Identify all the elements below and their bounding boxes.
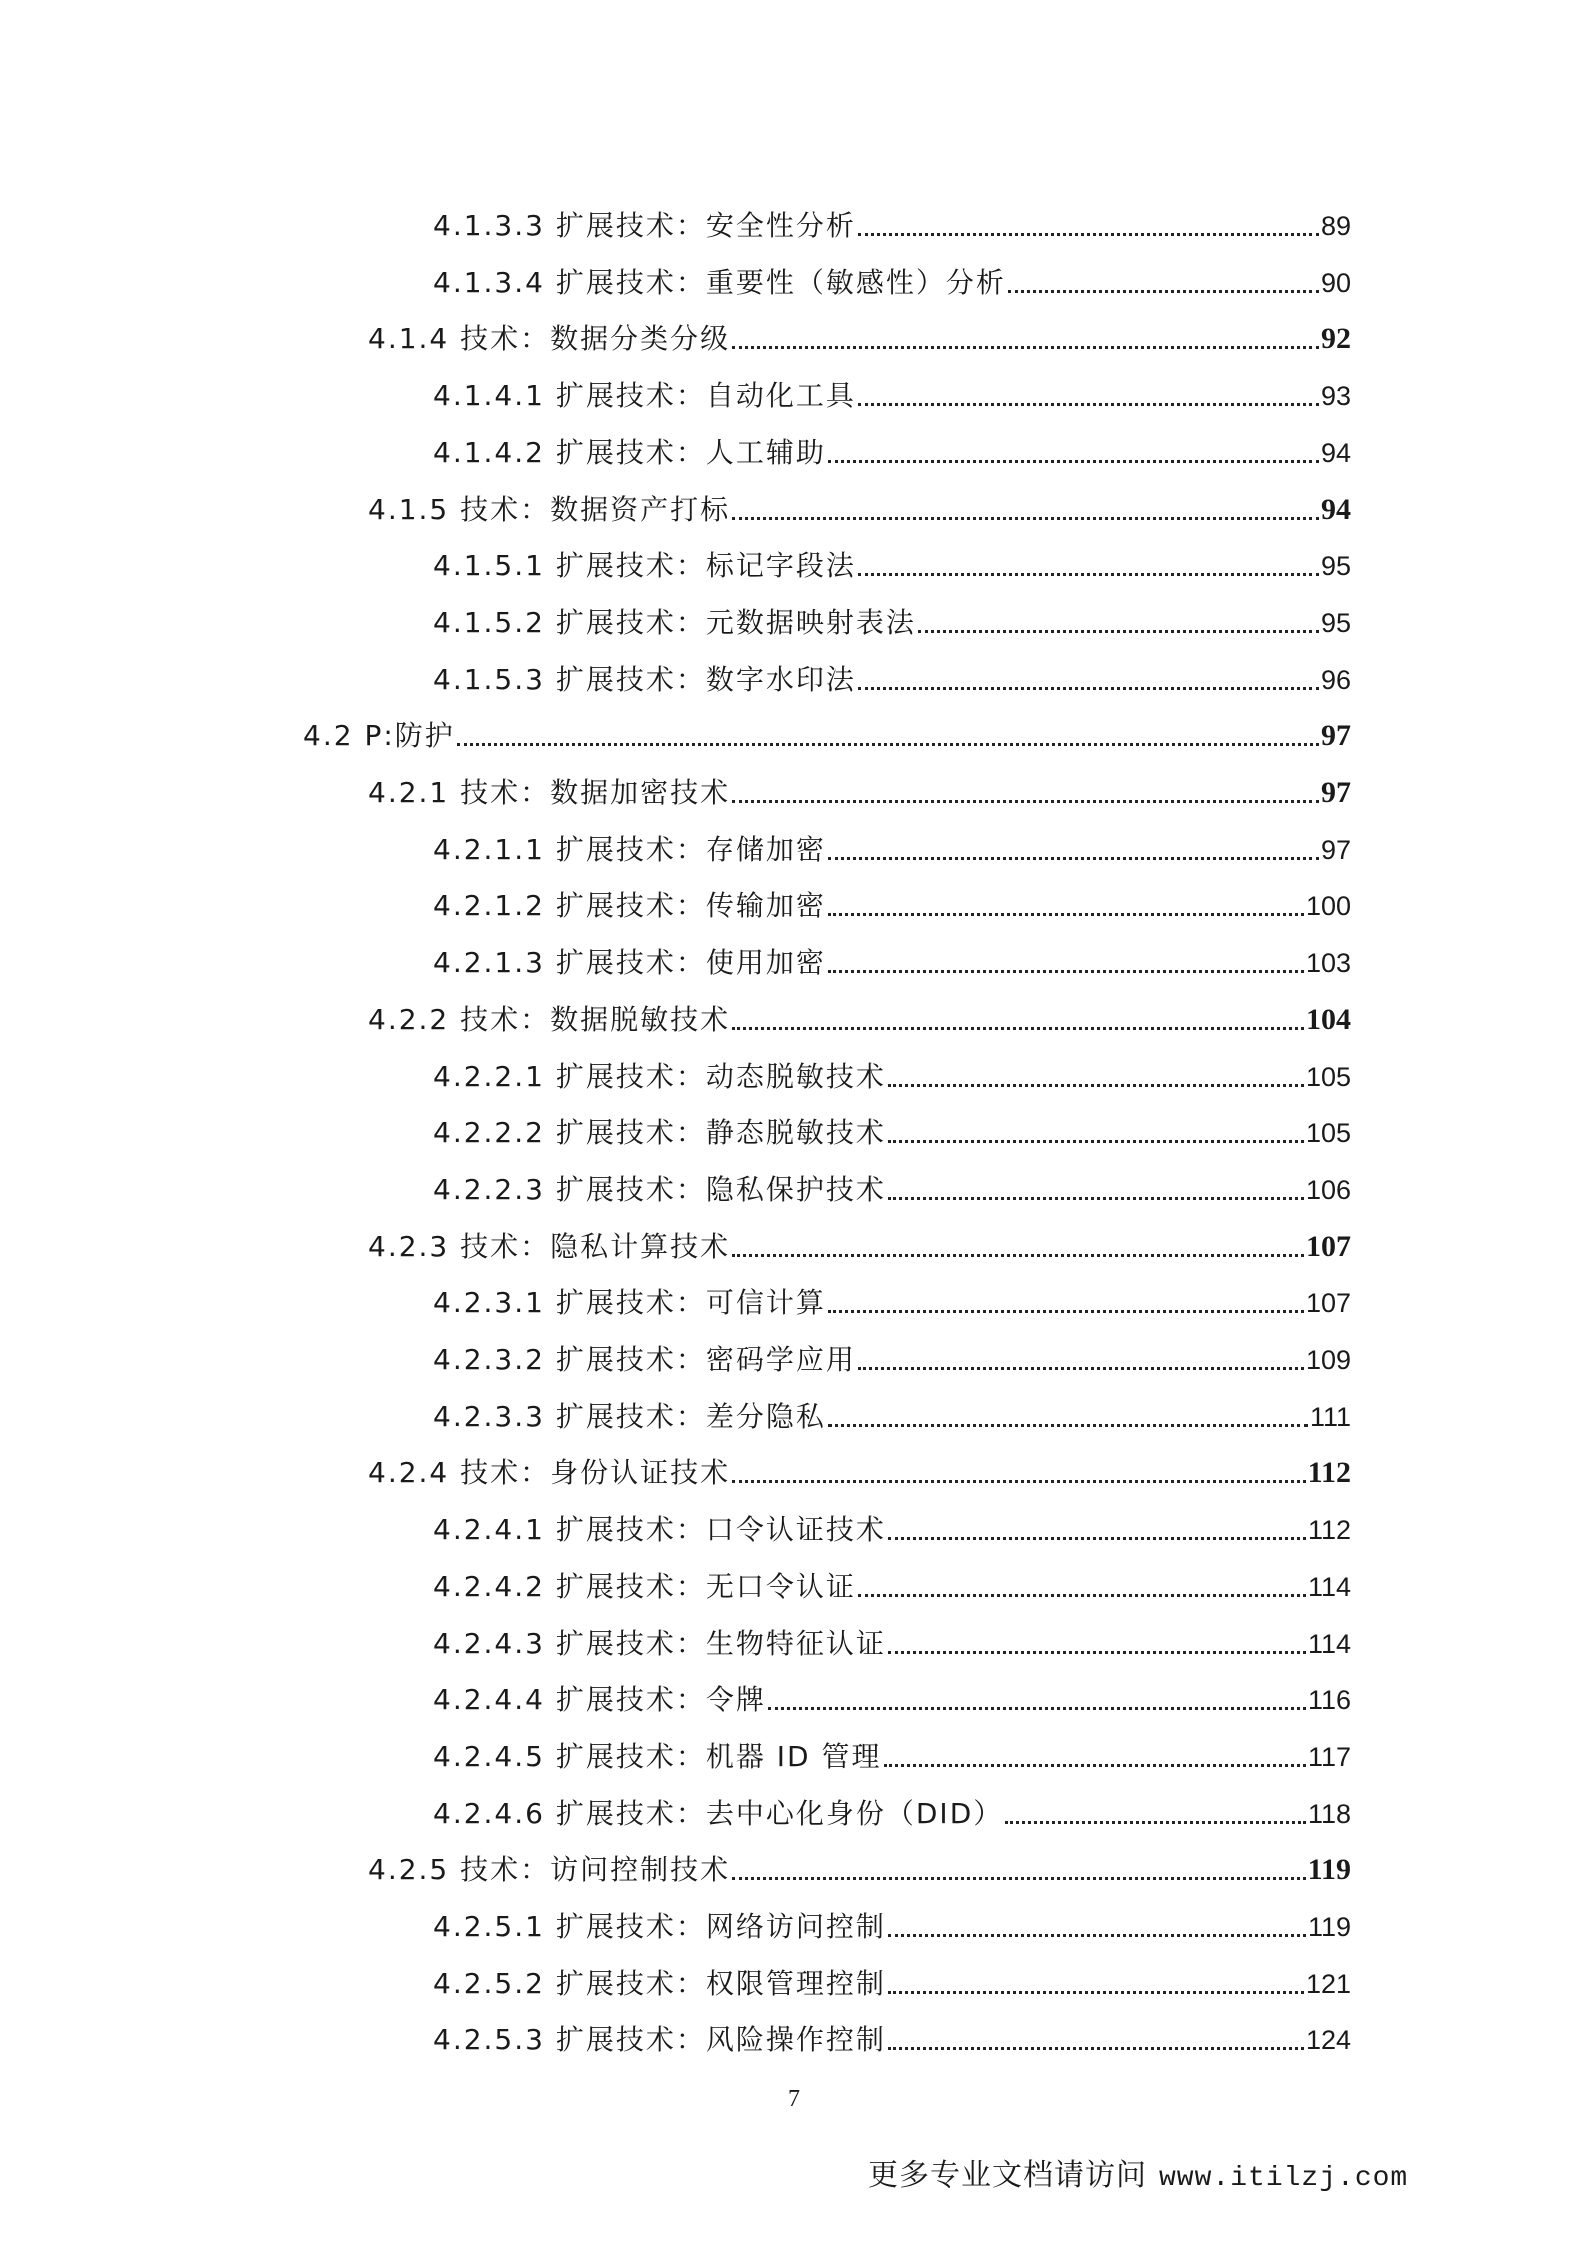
toc-entry[interactable] <box>368 1221 1351 1265</box>
toc-entry-title <box>433 1682 766 1718</box>
toc-entry-page: 95 <box>1320 551 1351 581</box>
toc-entry-text: 技术：数据脱敏技术 <box>460 1003 731 1036</box>
toc-entry-page: 94 <box>1321 493 1351 526</box>
toc-entry-title <box>433 1342 856 1378</box>
toc-entry-page: 94 <box>1320 438 1351 468</box>
toc-entry-number: 4.2.4.1 <box>433 1513 545 1546</box>
dot-leader <box>1005 1820 1306 1824</box>
dot-leader <box>732 516 1319 520</box>
dot-leader <box>732 1026 1304 1030</box>
toc-entry-title <box>433 1399 826 1435</box>
toc-entry[interactable] <box>368 767 1351 811</box>
toc-entry-page: 95 <box>1320 608 1351 638</box>
toc-entry-number: 4.1.4 <box>368 322 450 355</box>
toc-entry[interactable] <box>368 1844 1351 1888</box>
toc-entry-page: 90 <box>1320 268 1351 298</box>
toc-entry-text: 技术：数据分类分级 <box>460 322 731 355</box>
toc-entry-title <box>433 888 826 924</box>
toc-entry-text: 扩展技术：风险操作控制 <box>555 2023 886 2056</box>
toc-entry-page: 117 <box>1307 1742 1351 1772</box>
toc-entry-number: 4.2.3 <box>368 1230 450 1263</box>
toc-entry-title <box>368 1852 730 1888</box>
toc-entry-text: 扩展技术：数字水印法 <box>555 663 856 696</box>
toc-entry-title <box>433 2022 886 2058</box>
dot-leader <box>1008 289 1319 293</box>
toc-entry-text: 扩展技术：传输加密 <box>555 889 826 922</box>
toc-entry[interactable] <box>433 370 1351 414</box>
toc-entry[interactable] <box>433 937 1351 981</box>
toc-entry-page: 92 <box>1321 322 1351 355</box>
toc-entry-page: 105 <box>1305 1118 1351 1148</box>
toc-entry-number: 4.2.3.3 <box>433 1400 545 1433</box>
toc-entry-page: 114 <box>1307 1572 1351 1602</box>
toc-entry[interactable] <box>433 1334 1351 1378</box>
toc-entry-text: 扩展技术：生物特征认证 <box>555 1627 886 1660</box>
toc-entry-page: 105 <box>1305 1062 1351 1092</box>
dot-leader <box>918 629 1319 633</box>
dot-leader <box>888 1139 1304 1143</box>
toc-entry-text: 扩展技术：网络访问控制 <box>555 1910 886 1943</box>
toc-entry-title <box>368 321 730 357</box>
toc-entry[interactable] <box>433 1674 1351 1718</box>
toc-entry-page: 97 <box>1321 776 1351 809</box>
toc-entry[interactable] <box>433 880 1351 924</box>
toc-entry-number: 4.1.5.1 <box>433 549 545 582</box>
toc-entry-text: 扩展技术：去中心化身份（DID） <box>555 1797 1004 1830</box>
toc-entry-text: 扩展技术：安全性分析 <box>555 209 856 242</box>
toc-entry-title <box>303 718 455 754</box>
footer-note <box>868 2150 1408 2194</box>
toc-entry-text: 扩展技术：存储加密 <box>555 833 826 866</box>
toc-entry-number: 4.2.5.2 <box>433 1967 545 2000</box>
toc-entry[interactable] <box>368 994 1351 1038</box>
toc-entry[interactable] <box>433 1788 1351 1832</box>
dot-leader <box>888 1083 1304 1087</box>
toc-entry[interactable] <box>433 1901 1351 1945</box>
dot-leader <box>858 1366 1304 1370</box>
toc-entry-page: 119 <box>1307 1853 1351 1886</box>
toc-entry-page: 118 <box>1307 1799 1351 1829</box>
toc-entry-text: 技术：身份认证技术 <box>460 1456 731 1489</box>
toc-entry-text: 扩展技术：标记字段法 <box>555 549 856 582</box>
toc-entry-number: 4.2.5 <box>368 1853 450 1886</box>
toc-entry-title <box>433 1796 1003 1832</box>
toc-entry[interactable] <box>368 484 1351 528</box>
toc-entry-title <box>433 378 856 414</box>
toc-entry-page: 119 <box>1307 1912 1351 1942</box>
toc-entry[interactable] <box>368 1447 1351 1491</box>
toc-entry[interactable] <box>433 654 1351 698</box>
dot-leader <box>828 969 1304 973</box>
toc-entry-number: 4.2.5.1 <box>433 1910 545 1943</box>
dot-leader <box>457 742 1319 746</box>
toc-entry-title <box>433 265 1006 301</box>
toc-entry-page: 109 <box>1305 1345 1351 1375</box>
dot-leader <box>888 1536 1306 1540</box>
toc-entry-title <box>368 1002 730 1038</box>
toc-entry[interactable] <box>433 1618 1351 1662</box>
toc-entry-text: 扩展技术：隐私保护技术 <box>555 1173 886 1206</box>
toc-entry-text: 扩展技术：差分隐私 <box>555 1400 826 1433</box>
toc-entry[interactable] <box>303 710 1351 754</box>
toc-entry[interactable] <box>433 1561 1351 1605</box>
toc-entry-number: 4.2.4.6 <box>433 1797 545 1830</box>
toc-entry-title <box>433 1569 856 1605</box>
toc-entry-title <box>433 1115 886 1151</box>
footer-url-link[interactable]: www.itilzj.com <box>1159 2163 1409 2194</box>
toc-entry[interactable] <box>433 1107 1351 1151</box>
toc-entry[interactable] <box>433 1958 1351 2002</box>
dot-leader <box>732 799 1319 803</box>
dot-leader <box>888 1990 1304 1994</box>
toc-entry-title <box>368 775 730 811</box>
toc-entry-number: 4.2.1 <box>368 776 450 809</box>
toc-entry-page: 116 <box>1307 1685 1351 1715</box>
toc-entry-text: 扩展技术：令牌 <box>555 1683 766 1716</box>
toc-entry-page: 89 <box>1320 211 1351 241</box>
toc-entry[interactable] <box>433 427 1351 471</box>
toc-entry-title <box>433 662 856 698</box>
toc-entry-number: 4.1.4.2 <box>433 436 545 469</box>
toc-entry-text: 扩展技术：元数据映射表法 <box>555 606 916 639</box>
toc-entry-page: 111 <box>1309 1402 1351 1432</box>
toc-entry-title <box>433 1172 886 1208</box>
dot-leader <box>888 1650 1306 1654</box>
toc-entry-number: 4.1.4.1 <box>433 379 545 412</box>
page-number: 7 <box>788 2086 800 2112</box>
toc-entry-number: 4.2.4 <box>368 1456 450 1489</box>
dot-leader <box>732 1479 1305 1483</box>
toc-entry-page: 107 <box>1306 1230 1351 1263</box>
toc-entry-text: 技术：数据加密技术 <box>460 776 731 809</box>
toc-entry-page: 114 <box>1307 1629 1351 1659</box>
toc-entry-text: 扩展技术：自动化工具 <box>555 379 856 412</box>
toc-entry-title <box>433 1966 886 2002</box>
toc-entry-number: 4.2.1.1 <box>433 833 545 866</box>
toc-entry-page: 100 <box>1305 891 1351 921</box>
toc-entry-number: 4.2.2 <box>368 1003 450 1036</box>
footer-note-text: 更多专业文档请访问 <box>868 2159 1147 2192</box>
toc-entry-title <box>368 1455 730 1491</box>
toc-entry-title <box>433 1512 886 1548</box>
toc-entry[interactable] <box>368 313 1351 357</box>
toc-entry-text: 扩展技术：使用加密 <box>555 946 826 979</box>
toc-entry-page: 112 <box>1307 1456 1351 1489</box>
toc-entry[interactable] <box>433 1391 1351 1435</box>
toc-entry[interactable] <box>433 1164 1351 1208</box>
toc-entry-number: 4.1.3.4 <box>433 266 545 299</box>
toc-entry-title <box>433 208 856 244</box>
toc-entry-title <box>433 945 826 981</box>
toc-entry-number: 4.2.4.4 <box>433 1683 545 1716</box>
toc-entry-text: 扩展技术：动态脱敏技术 <box>555 1060 886 1093</box>
toc-entry-number: 4.2.2.2 <box>433 1116 545 1149</box>
toc-entry[interactable] <box>433 824 1351 868</box>
toc-entry-number: 4.2.1.2 <box>433 889 545 922</box>
dot-leader <box>884 1763 1306 1767</box>
toc-entry-number: 4.2 <box>303 719 354 752</box>
toc-entry-text: 扩展技术：无口令认证 <box>555 1570 856 1603</box>
toc-entry[interactable] <box>433 257 1351 301</box>
toc-entry-number: 4.1.5.3 <box>433 663 545 696</box>
toc-entry-text: 扩展技术：可信计算 <box>555 1286 826 1319</box>
dot-leader <box>858 686 1319 690</box>
toc-entry-page: 103 <box>1305 948 1351 978</box>
toc-entry-number: 4.2.3.2 <box>433 1343 545 1376</box>
dot-leader <box>768 1706 1306 1710</box>
toc-entry-page: 124 <box>1305 2025 1351 2055</box>
toc-entry-text: 扩展技术：密码学应用 <box>555 1343 856 1376</box>
toc-entry[interactable] <box>433 540 1351 584</box>
toc-entry-text: 扩展技术：口令认证技术 <box>555 1513 886 1546</box>
toc-entry[interactable] <box>433 2014 1351 2058</box>
dot-leader <box>732 1253 1304 1257</box>
toc-entry-number: 4.2.2.3 <box>433 1173 545 1206</box>
toc-entry-text: P:防护 <box>364 719 455 752</box>
toc-entry-page: 107 <box>1305 1288 1351 1318</box>
dot-leader <box>828 856 1319 860</box>
toc-entry-text: 扩展技术：权限管理控制 <box>555 1967 886 2000</box>
toc-entry[interactable] <box>433 1277 1351 1321</box>
toc-entry-text: 扩展技术：人工辅助 <box>555 436 826 469</box>
toc-entry-page: 104 <box>1306 1003 1351 1036</box>
toc-entry-title <box>433 1285 826 1321</box>
toc-entry-number: 4.2.4.3 <box>433 1627 545 1660</box>
toc-entry[interactable] <box>433 200 1351 244</box>
toc-entry-number: 4.2.3.1 <box>433 1286 545 1319</box>
toc-entry-number: 4.2.4.2 <box>433 1570 545 1603</box>
dot-leader <box>828 459 1319 463</box>
toc-entry-page: 93 <box>1320 381 1351 411</box>
dot-leader <box>858 572 1319 576</box>
toc-entry[interactable] <box>433 1504 1351 1548</box>
toc-entry-text: 扩展技术：静态脱敏技术 <box>555 1116 886 1149</box>
toc-entry-title <box>368 492 730 528</box>
dot-leader <box>888 1933 1306 1937</box>
toc-entry[interactable] <box>433 597 1351 641</box>
toc-entry-number: 4.1.5 <box>368 493 450 526</box>
dot-leader <box>858 1593 1306 1597</box>
toc-entry-page: 106 <box>1305 1175 1351 1205</box>
toc-entry[interactable] <box>433 1731 1351 1775</box>
toc-entry-page: 96 <box>1320 665 1351 695</box>
toc-entry-text: 技术：数据资产打标 <box>460 493 731 526</box>
dot-leader <box>858 402 1319 406</box>
toc-entry-text: 技术：隐私计算技术 <box>460 1230 731 1263</box>
toc-entry-title <box>433 1059 886 1095</box>
toc-entry-page: 97 <box>1320 835 1351 865</box>
dot-leader <box>828 1423 1308 1427</box>
toc-entry-number: 4.1.5.2 <box>433 606 545 639</box>
toc-entry-title <box>368 1229 730 1265</box>
toc-entry-text: 扩展技术：机器 ID 管理 <box>555 1740 882 1773</box>
toc-entry-title <box>433 605 916 641</box>
dot-leader <box>732 1876 1305 1880</box>
toc-entry-title <box>433 548 856 584</box>
dot-leader <box>858 232 1319 236</box>
toc-entry-text: 技术：访问控制技术 <box>460 1853 731 1886</box>
toc-entry-number: 4.2.4.5 <box>433 1740 545 1773</box>
toc-entry-title <box>433 1739 882 1775</box>
toc-entry-text: 扩展技术：重要性（敏感性）分析 <box>555 266 1006 299</box>
toc-entry-title <box>433 1909 886 1945</box>
dot-leader <box>828 1309 1304 1313</box>
toc-entry-number: 4.2.2.1 <box>433 1060 545 1093</box>
toc-entry-number: 4.2.5.3 <box>433 2023 545 2056</box>
toc-entry-title <box>433 1626 886 1662</box>
dot-leader <box>888 2046 1304 2050</box>
dot-leader <box>732 345 1319 349</box>
toc-entry-title <box>433 832 826 868</box>
toc-entry-page: 112 <box>1307 1515 1351 1545</box>
toc-entry[interactable] <box>433 1051 1351 1095</box>
toc-entry-title <box>433 435 826 471</box>
toc-entry-page: 121 <box>1305 1969 1351 1999</box>
dot-leader <box>828 912 1304 916</box>
toc-entry-number: 4.1.3.3 <box>433 209 545 242</box>
toc-entry-page: 97 <box>1321 719 1351 752</box>
dot-leader <box>888 1196 1304 1200</box>
toc-entry-number: 4.2.1.3 <box>433 946 545 979</box>
